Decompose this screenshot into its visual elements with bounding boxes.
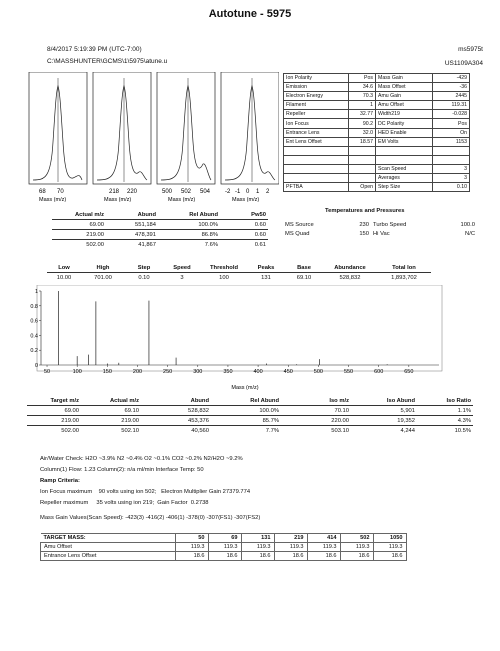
panel-1-xlabel: Mass (m/z) bbox=[39, 197, 67, 202]
timestamp: 8/4/2017 5:19:39 PM (UTC-7:00) bbox=[47, 46, 142, 53]
param-value: Pos bbox=[349, 74, 376, 83]
mass-gain-values: Mass Gain Values(Scan Speed): -423(3) -416(2) -406(1) -378(0) -307(FS1) -307(FS2) bbox=[40, 515, 261, 521]
table-row bbox=[27, 406, 473, 416]
cell: Turbo Speed bbox=[373, 221, 407, 228]
table-row bbox=[27, 426, 473, 436]
cell: 70.10 bbox=[334, 407, 349, 414]
table-header bbox=[52, 210, 268, 220]
cell: 69.00 bbox=[64, 407, 79, 414]
cell: 119.3 bbox=[307, 543, 340, 552]
cell: 219.00 bbox=[61, 417, 79, 424]
param-name: Averages bbox=[376, 174, 433, 183]
param-name: Electron Energy bbox=[284, 92, 349, 101]
col-header: Actual m/z bbox=[75, 211, 104, 218]
cell: 119.3 bbox=[340, 543, 373, 552]
cell: 86.8% bbox=[201, 231, 218, 238]
spectrum-xlabel: Mass (m/z) bbox=[231, 385, 259, 391]
report-title: Autotune - 5975 bbox=[208, 8, 292, 20]
x-tick-label: 350 bbox=[223, 369, 233, 375]
param-value: 32.77 bbox=[349, 110, 376, 119]
cell: 18.6 bbox=[241, 552, 274, 561]
panel-4-xlabel: Mass (m/z) bbox=[232, 197, 260, 202]
peak-panel-3 bbox=[157, 72, 215, 202]
mass-spectrum-chart bbox=[27, 285, 447, 393]
cell: Entrance Lens Offset bbox=[41, 552, 176, 561]
cell: 119.3 bbox=[208, 543, 241, 552]
peak-panel-4 bbox=[221, 72, 279, 202]
param-row bbox=[284, 174, 470, 183]
cell: 502.00 bbox=[61, 427, 79, 434]
panel-4-tick-4: 1 bbox=[256, 189, 260, 195]
param-row bbox=[284, 137, 470, 146]
table-row bbox=[47, 273, 431, 283]
param-value: 0.10 bbox=[433, 183, 470, 192]
param-name: Mass Offset bbox=[376, 83, 433, 92]
cell: 100.0 bbox=[460, 221, 475, 228]
param-value: 32.0 bbox=[349, 128, 376, 137]
param-value: 3 bbox=[433, 174, 470, 183]
cell: 18.6 bbox=[274, 552, 307, 561]
table-row bbox=[52, 230, 268, 240]
cell: MS Quad bbox=[285, 230, 310, 237]
cell: 40,560 bbox=[191, 427, 209, 434]
temps-title: Temperatures and Pressures bbox=[325, 208, 405, 214]
col-header: 219 bbox=[274, 534, 307, 543]
param-name: Amu Gain bbox=[376, 92, 433, 101]
col-header: Total Ion bbox=[392, 264, 416, 271]
param-row bbox=[284, 164, 470, 173]
panel-3-tick-2: 502 bbox=[181, 189, 192, 195]
peak-profiles bbox=[27, 72, 279, 202]
y-tick-label: 0.4 bbox=[30, 333, 38, 340]
panel-4-tick-2: -1 bbox=[235, 189, 241, 195]
x-tick-label: 50 bbox=[43, 369, 51, 375]
x-tick-label: 500 bbox=[313, 369, 323, 375]
panel-4-tick-5: 2 bbox=[266, 189, 270, 195]
param-value: Pos bbox=[433, 119, 470, 128]
col-header: Iso Ratio bbox=[446, 397, 471, 404]
col-header: Iso Abund bbox=[386, 397, 415, 404]
cell: 7.6% bbox=[204, 241, 218, 248]
cell: 478,391 bbox=[135, 231, 156, 238]
col-header: Step bbox=[137, 264, 151, 271]
col-header: Speed bbox=[173, 264, 191, 271]
cell: 100.0% bbox=[198, 221, 218, 228]
param-value: 2445 bbox=[433, 92, 470, 101]
col-header: Actual m/z bbox=[110, 397, 139, 404]
cell: MS Source bbox=[285, 221, 314, 228]
cell: 18.6 bbox=[175, 552, 208, 561]
param-name: Entrance Lens bbox=[284, 128, 349, 137]
param-name: Mass Gain bbox=[376, 74, 433, 83]
x-tick-label: 650 bbox=[404, 369, 414, 375]
actual-mz-table bbox=[52, 210, 268, 249]
table-row bbox=[52, 220, 268, 230]
cell: 219.00 bbox=[86, 231, 104, 238]
cell: 7.7% bbox=[265, 427, 279, 434]
col-header: Threshold bbox=[209, 264, 239, 271]
cell: 4,244 bbox=[400, 427, 415, 434]
col-header: Pw50 bbox=[251, 211, 266, 218]
cell: 19,352 bbox=[397, 417, 415, 424]
panel-2-tick-1: 218 bbox=[109, 189, 120, 195]
param-value: 3 bbox=[433, 164, 470, 173]
param-value: 18.57 bbox=[349, 137, 376, 146]
cell: 0.10 bbox=[138, 274, 150, 281]
param-row bbox=[284, 101, 470, 110]
ramp-criteria-title: Ramp Criteria: bbox=[40, 478, 80, 484]
panel-2-xlabel: Mass (m/z) bbox=[104, 197, 132, 202]
cell: Hi Vac bbox=[373, 230, 390, 237]
param-name: Ent Lens Offset bbox=[284, 137, 349, 146]
param-value: 70.3 bbox=[349, 92, 376, 101]
param-value: On bbox=[433, 128, 470, 137]
cell: 18.6 bbox=[373, 552, 406, 561]
cell: 528,832 bbox=[339, 274, 361, 281]
panel-2-tick-2: 220 bbox=[127, 189, 138, 195]
cell: 701.00 bbox=[94, 274, 112, 281]
cell: 0.60 bbox=[254, 221, 266, 228]
cell: 119.3 bbox=[373, 543, 406, 552]
cell: 100.0% bbox=[259, 407, 279, 414]
param-name: PFTBA bbox=[284, 183, 349, 192]
cell: 18.6 bbox=[307, 552, 340, 561]
param-row-empty bbox=[284, 155, 470, 164]
param-name: EM Volts bbox=[376, 137, 433, 146]
x-tick-label: 600 bbox=[374, 369, 384, 375]
panel-3-xlabel: Mass (m/z) bbox=[168, 197, 196, 202]
param-row bbox=[284, 183, 470, 192]
col-header: Iso m/z bbox=[329, 397, 349, 404]
serial-number: US1109A304 bbox=[444, 60, 483, 67]
x-tick-label: 250 bbox=[163, 369, 173, 375]
cell: 150 bbox=[359, 230, 369, 237]
cell: 5,901 bbox=[400, 407, 415, 414]
cell: 551,184 bbox=[135, 221, 156, 228]
instrument-model: ms5975t bbox=[458, 46, 483, 53]
panel-4-tick-1: -2 bbox=[225, 189, 231, 195]
file-path: C:\MASSHUNTER\GCMS\1\5975\atune.u bbox=[47, 58, 168, 65]
col-header: Abund bbox=[137, 211, 156, 218]
param-row bbox=[284, 119, 470, 128]
param-value: -36 bbox=[433, 83, 470, 92]
y-tick-label: 0 bbox=[34, 363, 38, 369]
col-header: Abund bbox=[190, 397, 209, 404]
cell: 41,867 bbox=[138, 241, 156, 248]
spectrum-peaks bbox=[58, 291, 387, 365]
param-name: Step Size bbox=[376, 183, 433, 192]
param-name: HED Enable bbox=[376, 128, 433, 137]
table-row bbox=[283, 229, 477, 238]
x-tick-label: 100 bbox=[72, 369, 82, 375]
col-header: 69 bbox=[208, 534, 241, 543]
col-header: Rel Abund bbox=[189, 211, 218, 218]
param-value: -429 bbox=[433, 74, 470, 83]
cell: 3 bbox=[180, 274, 184, 281]
cell: 85.7% bbox=[262, 417, 279, 424]
param-value: 90.2 bbox=[349, 119, 376, 128]
cell: 220.00 bbox=[331, 417, 349, 424]
x-tick-label: 550 bbox=[343, 369, 354, 375]
cell: 119.3 bbox=[241, 543, 274, 552]
col-header: High bbox=[96, 264, 110, 271]
param-value: 119.31 bbox=[433, 101, 470, 110]
table-header bbox=[27, 396, 473, 406]
param-name: Repeller bbox=[284, 110, 349, 119]
table-header bbox=[47, 263, 431, 273]
cell: 10.00 bbox=[56, 274, 72, 281]
cell: 131 bbox=[261, 274, 271, 281]
cell: 1,893,702 bbox=[391, 274, 417, 281]
param-name: Width219 bbox=[376, 110, 433, 119]
y-tick-label: 0.6 bbox=[30, 318, 38, 325]
peak-panel-1 bbox=[29, 72, 87, 202]
air-water-check: Air/Water Check: H2O ~3.9% N2 ~0.4% O2 ~0.1% CO2 ~0.2% N2/H2O ~9.2% bbox=[40, 456, 243, 462]
col-header: Base bbox=[297, 264, 311, 271]
param-row bbox=[284, 110, 470, 119]
panel-4-tick-3: 0 bbox=[246, 189, 250, 195]
y-tick-label: 0.2 bbox=[30, 348, 38, 355]
x-tick-label: 150 bbox=[102, 369, 112, 375]
panel-3-tick-1: 500 bbox=[162, 189, 173, 195]
panel-1-tick-2: 70 bbox=[57, 189, 64, 195]
param-name: Scan Speed bbox=[376, 164, 433, 173]
cell: 1.1% bbox=[457, 407, 471, 414]
cell: 502.10 bbox=[121, 427, 139, 434]
col-header: Peaks bbox=[257, 264, 275, 271]
col-header: Rel Abund bbox=[250, 397, 279, 404]
table-row bbox=[41, 552, 407, 561]
param-value: 1 bbox=[349, 101, 376, 110]
scan-table bbox=[47, 263, 431, 282]
cell: 503.10 bbox=[331, 427, 349, 434]
param-name: DC Polarity bbox=[376, 119, 433, 128]
param-row bbox=[284, 128, 470, 137]
cell: 528,832 bbox=[188, 407, 209, 414]
param-value: 1153 bbox=[433, 137, 470, 146]
col-header: 414 bbox=[307, 534, 340, 543]
panel-1-tick-1: 68 bbox=[39, 189, 46, 195]
col-header: TARGET MASS: bbox=[41, 534, 176, 543]
peak-panel-2 bbox=[93, 72, 151, 202]
cell: 100 bbox=[219, 274, 229, 281]
param-value: -0.028 bbox=[433, 110, 470, 119]
cell: 502.00 bbox=[86, 241, 104, 248]
y-tick-label: 1 bbox=[34, 289, 38, 295]
cell: 18.6 bbox=[340, 552, 373, 561]
col-header: 502 bbox=[340, 534, 373, 543]
table-row bbox=[283, 220, 477, 229]
cell: 4.3% bbox=[457, 417, 471, 424]
ramp-repeller: Repeller maximum 35 volts using ion 219; Gain Factor 0.2738 bbox=[40, 500, 209, 506]
param-name: Emission bbox=[284, 83, 349, 92]
param-row bbox=[284, 74, 470, 83]
param-value: Open bbox=[349, 183, 376, 192]
temps-table bbox=[283, 220, 477, 238]
col-header: 131 bbox=[241, 534, 274, 543]
table-row bbox=[52, 240, 268, 250]
x-tick-label: 400 bbox=[253, 369, 263, 375]
x-tick-label: 450 bbox=[283, 369, 293, 375]
target-mass-table bbox=[40, 533, 407, 561]
col-header: Low bbox=[58, 264, 70, 271]
cell: 119.3 bbox=[175, 543, 208, 552]
param-row bbox=[284, 83, 470, 92]
table-header bbox=[41, 534, 407, 543]
cell: 0.61 bbox=[254, 241, 266, 248]
x-tick-label: 300 bbox=[193, 369, 203, 375]
ramp-ion-focus: Ion Focus maximum 90 volts using ion 502; Electron Multiplier Gain 27379.774 bbox=[40, 489, 251, 495]
panel-3-tick-3: 504 bbox=[200, 189, 211, 195]
param-name: Ion Focus bbox=[284, 119, 349, 128]
column-flow: Column(1) Flow: 1.23 Column(2): n/a ml/min Interface Temp: 50 bbox=[40, 467, 204, 473]
cell: 69.10 bbox=[296, 274, 312, 281]
param-name: Filament bbox=[284, 101, 349, 110]
param-row bbox=[284, 92, 470, 101]
x-tick-label: 200 bbox=[132, 369, 143, 375]
table-row bbox=[41, 543, 407, 552]
cell: 119.3 bbox=[274, 543, 307, 552]
col-header: Abundance bbox=[334, 264, 366, 271]
cell: 69.00 bbox=[89, 221, 104, 228]
target-table bbox=[27, 396, 473, 435]
param-row-empty bbox=[284, 146, 470, 155]
cell: 0.60 bbox=[254, 231, 266, 238]
col-header: 1050 bbox=[373, 534, 406, 543]
cell: 69.10 bbox=[124, 407, 139, 414]
param-value: 34.6 bbox=[349, 83, 376, 92]
cell: 453,376 bbox=[188, 417, 209, 424]
cell: 10.5% bbox=[454, 427, 471, 434]
cell: Amu Offset bbox=[41, 543, 176, 552]
cell: 219.00 bbox=[121, 417, 139, 424]
param-name: Ion Polarity bbox=[284, 74, 349, 83]
cell: 18.6 bbox=[208, 552, 241, 561]
col-header: Target m/z bbox=[50, 397, 79, 404]
table-row bbox=[27, 416, 473, 426]
tune-parameters-table bbox=[283, 73, 470, 192]
spectrum-axes bbox=[30, 289, 439, 375]
cell: 230 bbox=[359, 221, 369, 228]
param-name: Amu Offset bbox=[376, 101, 433, 110]
cell: N/C bbox=[465, 230, 475, 237]
col-header: 50 bbox=[175, 534, 208, 543]
y-tick-label: 0.8 bbox=[30, 303, 38, 310]
